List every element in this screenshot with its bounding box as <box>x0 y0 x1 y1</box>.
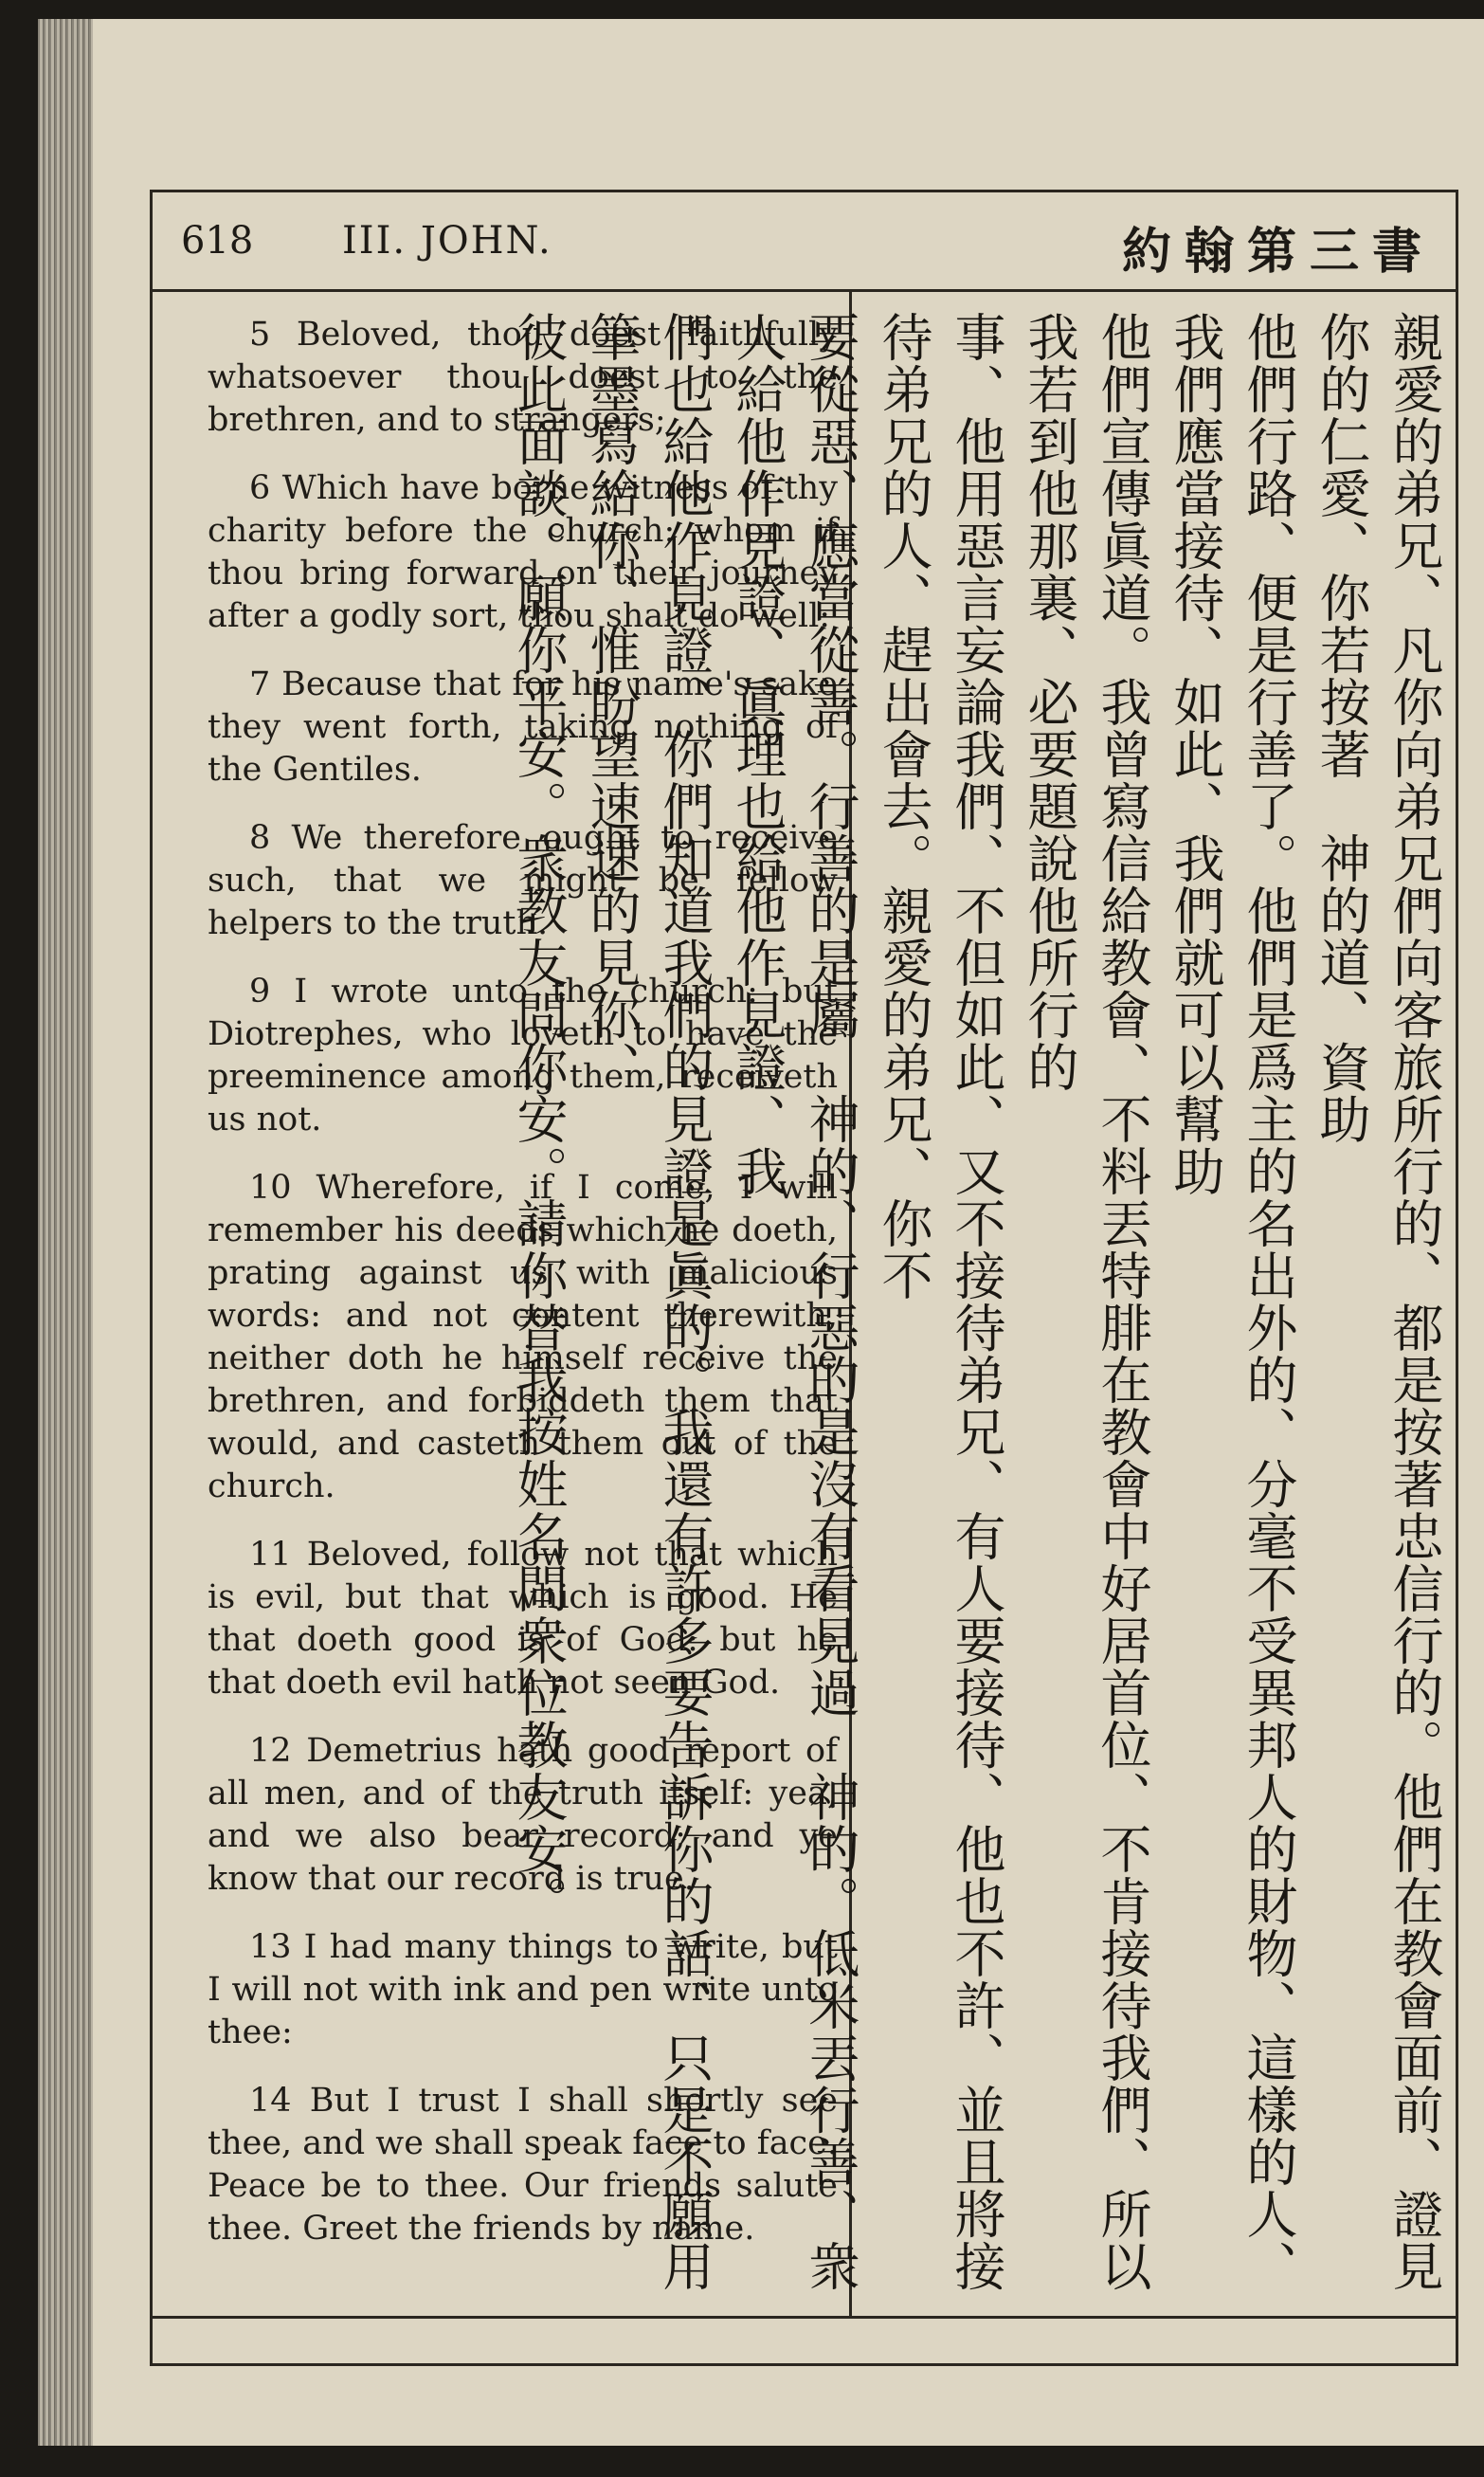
chinese-line: 親愛的弟兄、凡你向弟兄們向客旅所行的、都是按著忠信行的。他們在教會面前、證見你的仁愛、你若按著 神的道、資助 <box>1312 311 1444 2292</box>
chinese-book-title: 約翰第三書 <box>1121 224 1435 281</box>
bottom-rule <box>153 2316 1456 2319</box>
verse-7: 7 Because that for his name's sake they went forth, taking nothing of the Gentiles. <box>208 665 838 789</box>
chinese-line: 他們行路、便是行善了。他們是爲主的名出外的、分毫不受異邦人的財物、這樣的人、我們應當接待、如此、我們就可以幫助 <box>1166 311 1298 2292</box>
verse-10: 10 Wherefore, if I come, I will remember his deeds which he doeth, prating against us with malicious words: and not content therewith, neither doth he himself receive the brethren, and forbiddeth them that would, and casteth them out of the church. <box>208 1169 838 1505</box>
verse-14: 14 But I trust I shall shortly see thee, and we shall speak face to face. Peace be to thee. Our friends salute thee. Greet the friends by name. <box>208 2082 838 2248</box>
chinese-line: 事、他用惡言妄論我們、不但如此、又不接待弟兄、有人要接待、他也不許、並且將接待弟兄的人、趕出會去。親愛的弟兄、你不 <box>874 311 1006 2292</box>
page-number: 618 <box>181 219 254 263</box>
page-edges <box>38 19 93 2446</box>
chinese-line: 要從惡、應當從善。行善的是屬 神的、行惡的是沒有看見過 神的。低米丟行善、衆人給他作見證、眞理也給他作見證、我 <box>728 311 860 2292</box>
verse-5: 5 Beloved, thou doest faithfully whatsoever thou doest to the brethren, and to strangers; <box>208 316 838 439</box>
verse-12: 12 Demetrius hath good report of all men, and of the truth itself: yea, and we also bear record; and ye know that our record is true. <box>208 1732 838 1898</box>
verse-9: 9 I wrote unto the church: but Diotrephes, who loveth to have the preeminence among them, receiveth us not. <box>208 973 838 1138</box>
chinese-line: 彼此面談。願你平安。衆教友問你安。請你替我按姓名問衆位教友安。 <box>509 311 569 1927</box>
verse-11: 11 Beloved, follow not that which is evil, but that which is good. He that doeth good is of God: but he that doeth evil hath not seen God. <box>208 1536 838 1702</box>
verse-6: 6 Which have borne witness of thy charity before the church: whom if thou bring forward on their journey after a godly sort, thou shalt do well: <box>208 469 838 635</box>
book-title: III. JOHN. <box>342 219 552 263</box>
header-rule <box>153 289 1456 292</box>
verse-8: 8 We therefore ought to receive such, that we might be fellow helpers to the truth. <box>208 819 838 942</box>
text-frame <box>150 190 1458 2366</box>
chinese-line: 他們宣傳眞道。我曾寫信給教會、不料丟特腓在教會中好居首位、不肯接待我們、所以我若到他那裏、必要題說他所行的 <box>1020 311 1152 2292</box>
chinese-line: 們也給他作見證、你們知道我們的見證是眞的。我還有許多要告訴你的話、只是不願用筆墨寫給你、惟盼望速速的見你、 <box>582 311 715 2292</box>
book-page <box>38 19 1484 2446</box>
verse-13: 13 I had many things to write, but I will not with ink and pen write unto thee: <box>208 1928 838 2051</box>
